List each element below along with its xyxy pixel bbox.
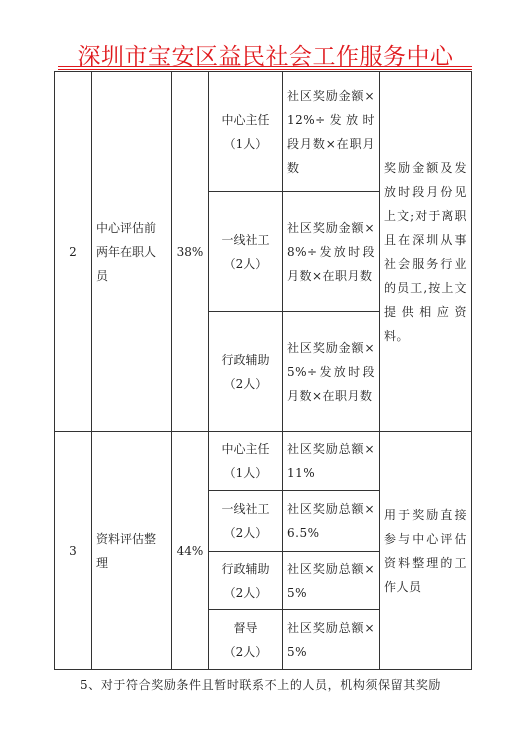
role-cell (209, 432, 283, 491)
role-count: （2人） (223, 585, 268, 600)
category-percent: 38% (172, 72, 209, 432)
reward-formula: 社区奖励总额×11% (283, 432, 380, 491)
role-cell (209, 312, 283, 432)
role-count: （2人） (223, 526, 268, 540)
reward-formula: 社区奖励金额×12%÷发放时段月数×在职月数 (283, 72, 380, 192)
role-cell (209, 72, 283, 192)
table-row (55, 72, 472, 192)
row-number: 3 (55, 432, 92, 670)
category-percent: 44% (172, 432, 209, 670)
reward-formula: 社区奖励总额×6.5% (283, 491, 380, 552)
role-name: 督导 (233, 620, 258, 635)
category-name: 中心评估前两年在职人员 (92, 72, 172, 432)
header-rule-top (58, 66, 472, 67)
header-rule-bottom (58, 69, 472, 70)
reward-formula: 社区奖励金额×5%÷发放时段月数×在职月数 (283, 312, 380, 432)
table-row (55, 432, 472, 491)
role-name: 中心主任 (221, 112, 270, 127)
role-name: 一线社工 (221, 232, 270, 247)
role-count: （1人） (223, 136, 268, 151)
category-name: 资料评估整理 (92, 432, 172, 670)
role-cell (209, 491, 283, 552)
document-header-title: 深圳市宝安区益民社会工作服务中心 (77, 44, 454, 70)
reward-allocation-table (54, 71, 472, 670)
role-count: （2人） (223, 256, 268, 271)
role-name: 行政辅助 (221, 561, 270, 576)
reward-formula: 社区奖励总额×5% (283, 610, 380, 670)
role-cell (209, 192, 283, 312)
footer-paragraph: 5、对于符合奖励条件且暂时联系不上的人员，机构须保留其奖励 (80, 678, 442, 692)
role-cell (209, 552, 283, 610)
role-name: 一线社工 (221, 502, 270, 516)
row-number: 2 (55, 72, 92, 432)
role-count: （2人） (223, 376, 268, 391)
role-name: 行政辅助 (221, 352, 270, 367)
role-count: （1人） (223, 466, 268, 480)
category-note: 奖励金额及发放时段月份见上文;对于离职且在深圳从事社会服务行业的员工,按上文提供相应资料。 (380, 72, 472, 432)
reward-formula: 社区奖励总额×5% (283, 552, 380, 610)
category-note: 用于奖励直接参与中心评估资料整理的工作人员 (380, 432, 472, 670)
reward-formula: 社区奖励金额×8%÷发放时段月数×在职月数 (283, 192, 380, 312)
role-cell (209, 610, 283, 670)
role-count: （2人） (223, 644, 268, 659)
role-name: 中心主任 (221, 442, 270, 456)
